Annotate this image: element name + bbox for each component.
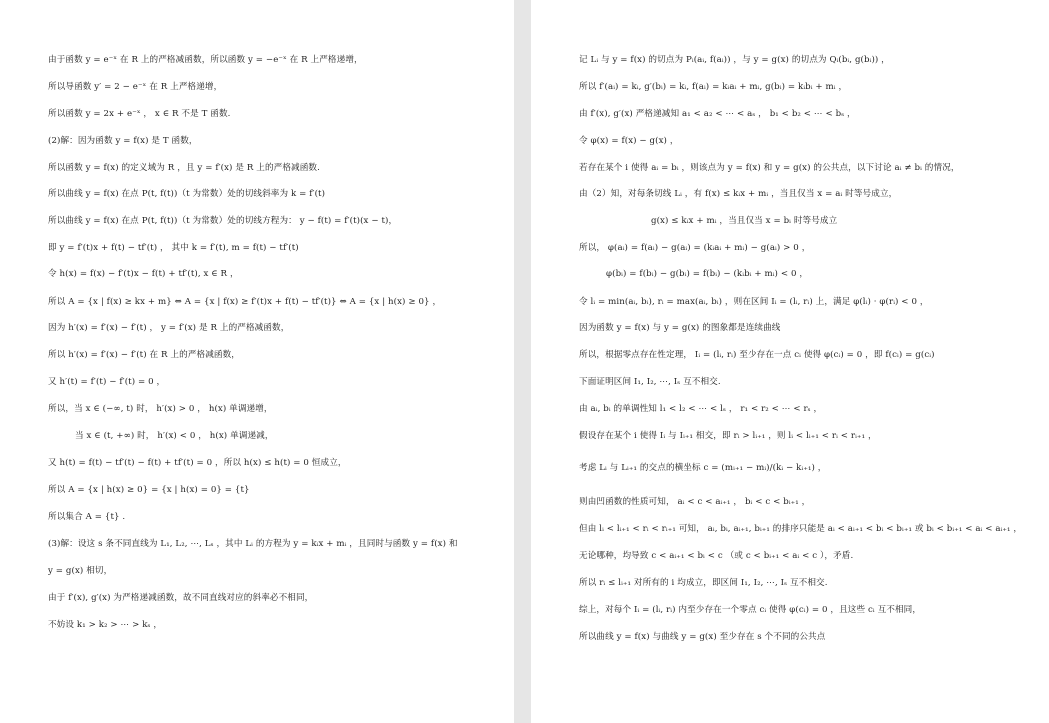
text-line: 所以，根据零点存在性定理， Iᵢ = (lᵢ, rᵢ) 至少存在一点 cᵢ 使得 φ(cᵢ) = 0 ，即 f(cᵢ) = g(cᵢ) <box>579 350 935 360</box>
text-line: 综上，对每个 Iᵢ = (lᵢ, rᵢ) 内至少存在一个零点 cᵢ 使得 φ(cᵢ) = 0 ，且这些 cᵢ 互不相同， <box>579 605 922 615</box>
text-line: 记 Lᵢ 与 y = f(x) 的切点为 Pᵢ(aᵢ, f(aᵢ)) ，与 y = g(x) 的切点为 Qᵢ(bᵢ, g(bᵢ)) ， <box>579 55 890 65</box>
text-line: 所以曲线 y = f(x) 与曲线 y = g(x) 至少存在 s 个不同的公共点 <box>579 632 826 642</box>
text-line: (2)解：因为函数 y = f(x) 是 T 函数， <box>48 136 198 146</box>
text-line: 所以 rᵢ ≤ lᵢ₊₁ 对所有的 i 均成立，即区间 I₁, I₂, ⋯, Iₛ 互不相交. <box>579 578 828 588</box>
text-line: 但由 lᵢ < lᵢ₊₁ < rᵢ < rᵢ₊₁ 可知， aᵢ, bᵢ, aᵢ₊₁, bᵢ₊₁ 的排序只能是 aᵢ < aᵢ₊₁ < bᵢ < bᵢ₊₁ 或 bᵢ < bᵢ₊₁ < aᵢ < aᵢ₊₁ ， <box>579 524 1023 534</box>
text-line: 所以 A = {x | h(x) ≥ 0} = {x | h(x) = 0} = {t} <box>48 485 250 495</box>
text-line: 无论哪种，均导致 c < aᵢ₊₁ < bᵢ < c （或 c < bᵢ₊₁ < aᵢ < c ），矛盾. <box>579 551 854 561</box>
text-line: 即 y = f′(t)x + f(t) − tf′(t) ， 其中 k = f′(t), m = f(t) − tf′(t) <box>48 243 299 253</box>
text-line: 令 h(x) = f(x) − f′(t)x − f(t) + tf′(t), x ∈ R ， <box>48 269 239 279</box>
text-line: 所以曲线 y = f(x) 在点 P(t, f(t))（t 为常数）处的切线方程为： y − f(t) = f′(t)(x − t)， <box>48 216 398 226</box>
text-line: 由于函数 y = e⁻ˣ 在 R 上的严格减函数，所以函数 y = −e⁻ˣ 在 R 上严格递增， <box>48 55 363 65</box>
text-line: 由（2）知，对每条切线 Lᵢ ，有 f(x) ≤ kᵢx + mᵢ ，当且仅当 x = aᵢ 时等号成立， <box>579 189 898 199</box>
text-line: 所以 A = {x | f(x) ≥ kx + m} ⇔ A = {x | f(x) ≥ f′(t)x + f(t) − tf′(t)} ⇔ A = {x | h(x) ≥ 0} ， <box>48 297 442 307</box>
text-line: g(x) ≤ kᵢx + mᵢ ，当且仅当 x = bᵢ 时等号成立 <box>651 216 838 226</box>
text-line: y = g(x) 相切， <box>48 566 113 576</box>
text-line: 由 f′(x), g′(x) 严格递减知 a₁ < a₂ < ⋯ < aₛ ， b₁ < b₂ < ⋯ < bₛ ， <box>579 109 856 119</box>
text-line: 所以，当 x ∈ (−∞, t) 时， h′(x) > 0 ， h(x) 单调递增， <box>48 404 273 414</box>
text-line: 由于 f′(x), g′(x) 为严格递减函数，故不同直线对应的斜率必不相同， <box>48 593 314 603</box>
text-line: 所以 f′(aᵢ) = kᵢ, g′(bᵢ) = kᵢ, f(aᵢ) = kᵢaᵢ + mᵢ, g(bᵢ) = kᵢbᵢ + mᵢ ， <box>579 82 848 92</box>
text-line: 又 h′(t) = f′(t) − f′(t) = 0 ， <box>48 377 166 387</box>
text-line: 当 x ∈ (t, +∞) 时， h′(x) < 0 ， h(x) 单调递减， <box>75 431 274 441</box>
text-line: 所以曲线 y = f(x) 在点 P(t, f(t))（t 为常数）处的切线斜率为 k = f′(t) <box>48 189 326 199</box>
text-line: 下面证明区间 I₁, I₂, ⋯, Iₛ 互不相交. <box>579 377 721 387</box>
text-line: 又 h(t) = f(t) − tf′(t) − f(t) + tf′(t) = 0 ，所以 h(x) ≤ h(t) = 0 恒成立， <box>48 458 347 468</box>
text-line: 所以集合 A = {t} . <box>48 512 126 522</box>
text-line: (3)解：设这 s 条不同直线为 L₁, L₂, ⋯, Lₛ ，其中 Lᵢ 的方程为 y = kᵢx + mᵢ ，且同时与函数 y = f(x) 和 <box>48 539 458 549</box>
text-line: 因为函数 y = f(x) 与 y = g(x) 的图象都是连续曲线 <box>579 323 781 333</box>
text-line: 所以 h′(x) = f′(x) − f′(t) 在 R 上的严格减函数， <box>48 350 240 360</box>
text-line: φ(bᵢ) = f(bᵢ) − g(bᵢ) = f(bᵢ) − (kᵢbᵢ + mᵢ) < 0 ， <box>606 269 809 279</box>
document-page-right <box>531 0 1049 723</box>
text-line: 不妨设 k₁ > k₂ > ⋯ > kₛ ， <box>48 620 163 630</box>
text-line: 考虑 Lᵢ 与 Lᵢ₊₁ 的交点的横坐标 c = (mᵢ₊₁ − mᵢ)/(kᵢ − kᵢ₊₁) ， <box>579 463 827 473</box>
text-line: 令 lᵢ = min(aᵢ, bᵢ), rᵢ = max(aᵢ, bᵢ) ，则在区间 Iᵢ = (lᵢ, rᵢ) 上，满足 φ(lᵢ) · φ(rᵢ) < 0 ， <box>579 297 929 307</box>
text-line: 所以函数 y = 2x + e⁻ˣ ， x ∈ R 不是 T 函数. <box>48 109 231 119</box>
text-line: 若存在某个 i 使得 aᵢ = bᵢ ，则该点为 y = f(x) 和 y = g(x) 的公共点，以下讨论 aᵢ ≠ bᵢ 的情况， <box>579 163 960 173</box>
text-line: 因为 h′(x) = f′(x) − f′(t) ， y = f′(x) 是 R 上的严格减函数， <box>48 323 290 333</box>
text-line: 假设存在某个 i 使得 Iᵢ 与 Iᵢ₊₁ 相交，即 rᵢ > lᵢ₊₁ ，则 lᵢ < lᵢ₊₁ < rᵢ < rᵢ₊₁ ， <box>579 431 877 441</box>
text-line: 所以导函数 y′ = 2 − e⁻ˣ 在 R 上严格递增， <box>48 82 223 92</box>
text-line: 由 aᵢ, bᵢ 的单调性知 l₁ < l₂ < ⋯ < lₛ ， r₁ < r₂ < ⋯ < rₛ ， <box>579 404 823 414</box>
text-line: 所以， φ(aᵢ) = f(aᵢ) − g(aᵢ) = (kᵢaᵢ + mᵢ) − g(aᵢ) > 0 ， <box>579 243 811 253</box>
text-line: 所以函数 y = f(x) 的定义域为 R ，且 y = f′(x) 是 R 上的严格减函数. <box>48 163 320 173</box>
text-line: 则由凹函数的性质可知， aᵢ < c < aᵢ₊₁ ， bᵢ < c < bᵢ₊₁ ， <box>579 497 811 507</box>
document-page-left <box>0 0 514 723</box>
text-line: 令 φ(x) = f(x) − g(x) ， <box>579 136 679 146</box>
